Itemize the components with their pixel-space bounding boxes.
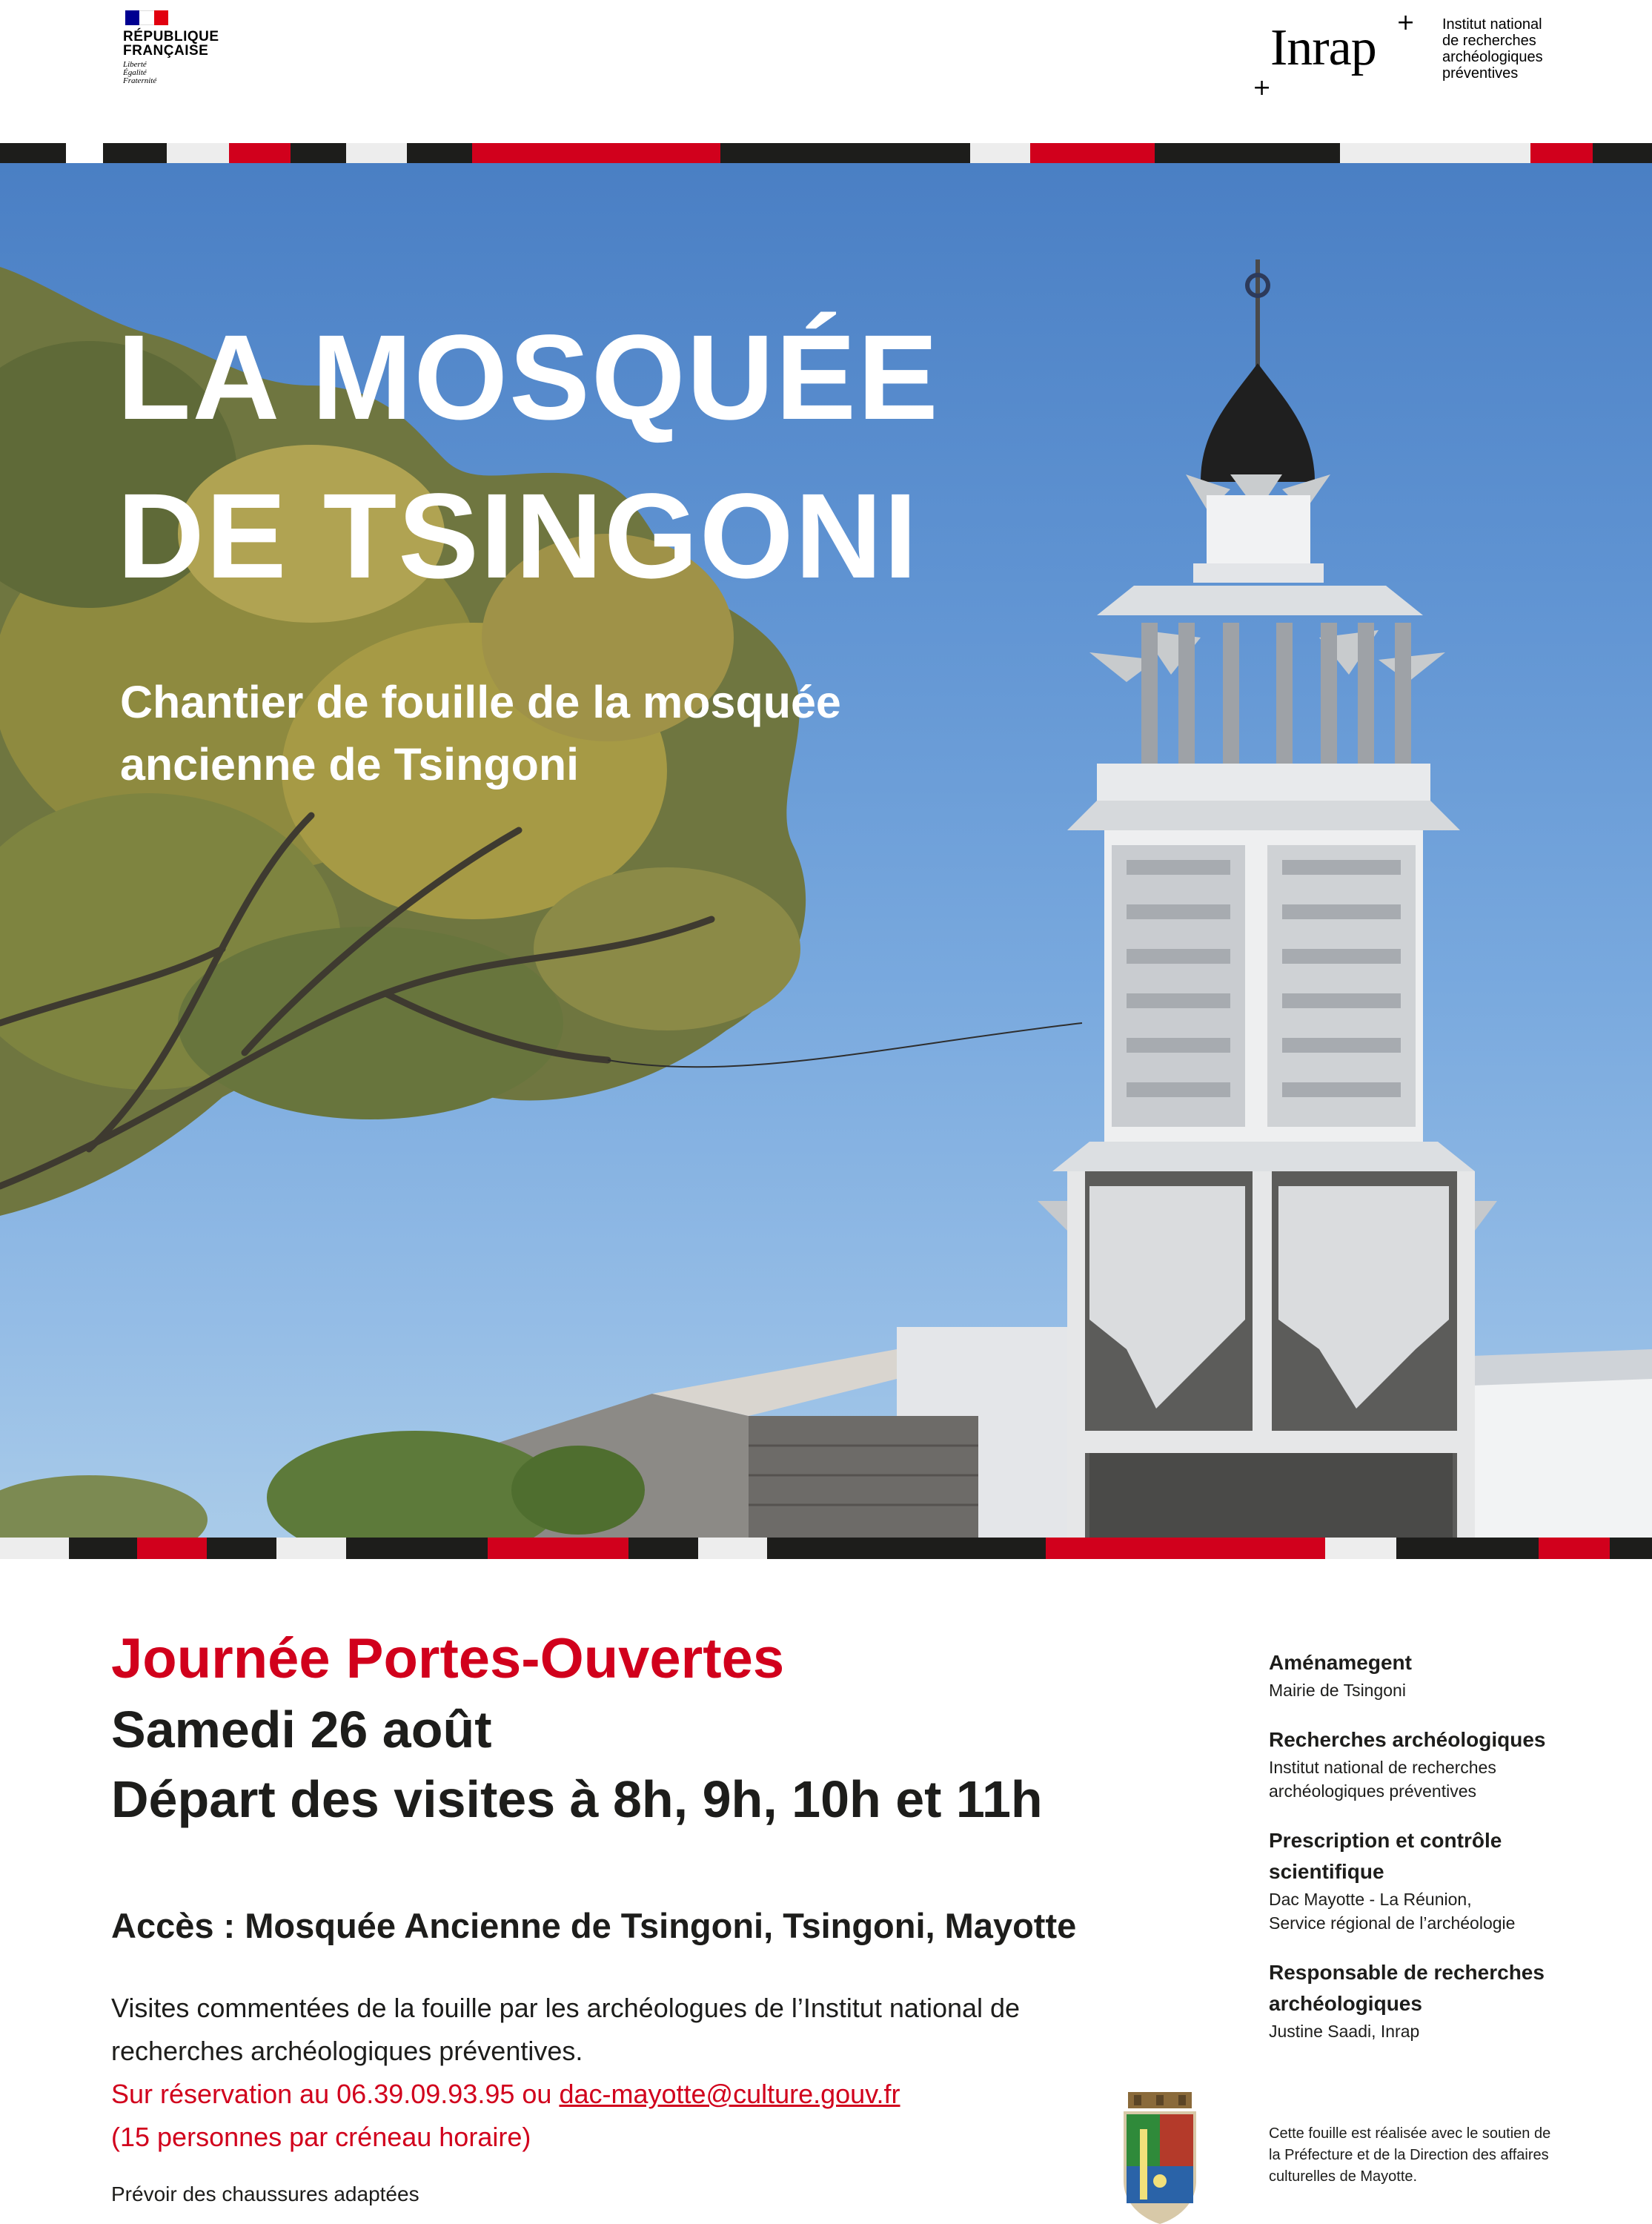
credit-item: [1269, 1957, 1588, 2043]
credit-item: [1269, 1647, 1588, 1702]
access-address: Accès : Mosquée Ancienne de Tsingoni, Tsingoni, Mayotte: [111, 1906, 1077, 1945]
capacity-note: (15 personnes par créneau horaire): [111, 2122, 531, 2152]
credit-text: Institut national de recherches: [1269, 1758, 1496, 1777]
inrap-tagline: Institut national de recherches archéologiques préventives: [1442, 16, 1543, 82]
tsingoni-coat-of-arms-icon: [1119, 2092, 1201, 2224]
event-description: [111, 1987, 1149, 2159]
credit-text: Dac Mayotte - La Réunion,: [1269, 1890, 1472, 1909]
credit-title: Prescription et contrôle scientifique: [1269, 1829, 1502, 1883]
republique-name: RÉPUBLIQUE FRANÇAISE: [123, 29, 219, 59]
hero-photo: [0, 163, 1652, 1538]
credit-text: archéologiques préventives: [1269, 1781, 1477, 1801]
credit-text: Justine Saadi, Inrap: [1269, 2022, 1420, 2041]
credits-panel: [1269, 1647, 1588, 2065]
poster-title: LA MOSQUÉE DE TSINGONI: [117, 309, 940, 603]
decorative-strip-top: [0, 143, 1652, 163]
credit-item: [1269, 1825, 1588, 1935]
description-line: Visites commentées de la fouille par les archéologues de l’Institut national de: [111, 1993, 1021, 2023]
credit-title: Recherches archéologiques: [1269, 1728, 1546, 1751]
decorative-strip-bottom: [0, 1538, 1652, 1559]
event-times: Départ des visites à 8h, 9h, 10h et 11h: [111, 1770, 1043, 1828]
inrap-logo: [1253, 7, 1564, 104]
credit-text: Service régional de l’archéologie: [1269, 1913, 1516, 1933]
email-link[interactable]: dac-mayotte@culture.gouv.fr: [559, 2079, 900, 2109]
credit-title: Responsable de recherches archéologiques: [1269, 1961, 1545, 2015]
credit-title: Aménamegent: [1269, 1651, 1412, 1674]
inrap-wordmark: Inrap: [1270, 19, 1376, 76]
reservation-line: Sur réservation au 06.39.09.93.95 ou dac-mayotte@culture.gouv.fr: [111, 2079, 900, 2109]
event-heading: Journée Portes-Ouvertes: [111, 1627, 785, 1690]
description-line: recherches archéologiques préventives.: [111, 2036, 583, 2066]
plus-icon: +: [1396, 10, 1416, 36]
support-note: Cette fouille est réalisée avec le soutien de la Préfecture et de la Direction des affaires culturelles de Mayotte.: [1269, 2125, 1551, 2185]
marianne-flag-icon: [125, 10, 168, 25]
shoes-note: Prévoir des chaussures adaptées: [111, 2182, 419, 2205]
event-block: [111, 1624, 1223, 1834]
plus-icon: +: [1253, 75, 1272, 101]
credit-item: [1269, 1724, 1588, 1803]
credit-text: Mairie de Tsingoni: [1269, 1681, 1406, 1700]
event-date: Samedi 26 août: [111, 1701, 492, 1758]
republique-motto: Liberté Égalité Fraternité: [123, 60, 157, 85]
republique-francaise-logo: [123, 10, 234, 85]
poster-subtitle: Chantier de fouille de la mosquée ancienne de Tsingoni: [120, 677, 841, 790]
